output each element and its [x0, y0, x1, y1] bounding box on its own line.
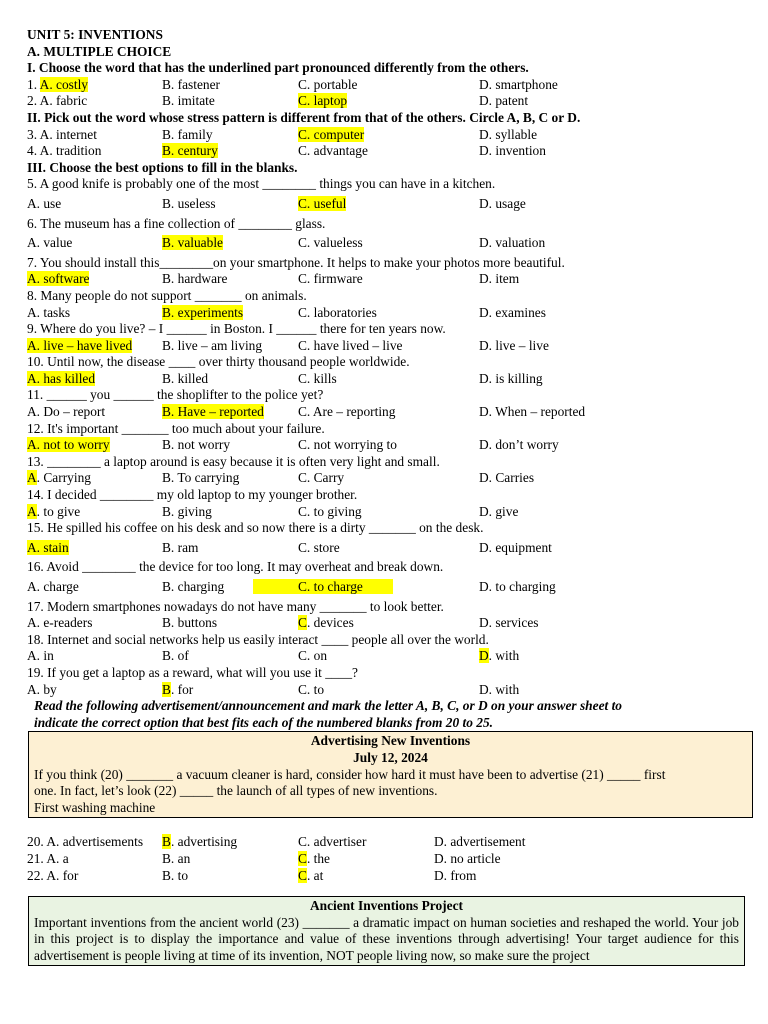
options-7	[27, 271, 742, 288]
option: D. examines	[479, 304, 546, 320]
advertisement-line: If you think (20) _______ a vacuum cleaner is hard, consider how hard it must have been to advertise (21) _____ first	[34, 766, 666, 782]
options-11	[27, 404, 742, 421]
option: . with	[488, 648, 520, 664]
question-stem-9: 9. Where do you live? – I ______ in Boston. I ______ there for ten years now.	[27, 321, 446, 337]
option: D. usage	[479, 195, 526, 211]
options-12	[27, 437, 742, 454]
option: D. When – reported	[479, 404, 586, 420]
advertisement-date: July 12, 2024	[353, 749, 428, 765]
option: D. no article	[434, 850, 501, 866]
option: . for	[170, 681, 194, 697]
option: B. ram	[162, 539, 199, 555]
part-heading-3: III. Choose the best options to fill in the blanks.	[27, 159, 298, 175]
option: C. Are – reporting	[298, 404, 396, 420]
options-10	[27, 371, 742, 388]
option: B. imitate	[162, 93, 215, 109]
option: B. hardware	[162, 271, 228, 287]
question-stem-12: 12. It's important _______ too much about your failure.	[27, 420, 325, 436]
option: D. smartphone	[479, 76, 558, 92]
option: D. don’t worry	[479, 437, 559, 453]
options-8	[27, 305, 742, 322]
option: C. to giving	[298, 503, 362, 519]
option: C. on	[298, 648, 328, 664]
option: D. equipment	[479, 539, 552, 555]
advertisement-title: Advertising New Inventions	[310, 733, 471, 749]
option: D. live – live	[479, 337, 549, 353]
answer-highlight: C. laptop	[298, 93, 348, 109]
reading-instruction-1: Read the following advertisement/announcement and mark the letter A, B, C, or D on your answer sheet to	[34, 698, 622, 714]
option: D. valuation	[479, 235, 546, 251]
question-row-1: 1. A. costly B. fastener C. portable D. smartphone	[27, 77, 742, 94]
question-stem-18: 18. Internet and social networks help us easily interact ____ people all over the world.	[27, 631, 489, 647]
project-text: Important inventions from the ancient world (23) _______ a dramatic impact on human societies and reshaped the world. Your job in this project is to display the importance and value of these inventions through advertising! Your target audience for this advertisement is people living at time of its invention, NOT people living now, so make sure the project	[34, 914, 739, 963]
option: B. live – am living	[162, 337, 263, 353]
part-heading-1: I. Choose the word that has the underlined part pronounced differently from the others.	[27, 60, 529, 76]
option: D. item	[479, 271, 520, 287]
option: C. firmware	[298, 271, 363, 287]
options-14	[27, 504, 742, 521]
option: B. not worry	[162, 437, 231, 453]
option: . to give	[36, 503, 81, 519]
option: B. useless	[162, 195, 216, 211]
option: C. store	[298, 539, 340, 555]
part-heading-2: II. Pick out the word whose stress pattern is different from that of the others. Circle A, B, C or D.	[27, 109, 581, 125]
question-stem-19: 19. If you get a laptop as a reward, what will you use it ____?	[27, 664, 358, 680]
option: . advertising	[170, 834, 238, 850]
option: C. valueless	[298, 235, 363, 251]
option: A. by	[27, 681, 57, 697]
option: A. e-readers	[27, 615, 93, 631]
answer-letter-highlight: C	[298, 867, 307, 883]
option: A. in	[27, 648, 54, 664]
option: B. family	[162, 126, 213, 142]
option: D. to charging	[479, 579, 556, 594]
question-stem-14: 14. I decided ________ my old laptop to my younger brother.	[27, 487, 358, 503]
answer-highlight: A. costly	[39, 76, 89, 92]
answer-highlight: C. to charge	[253, 579, 393, 594]
option: C. advertiser	[298, 834, 367, 850]
project-title: Ancient Inventions Project	[310, 898, 463, 914]
answer-letter-highlight: A	[27, 470, 37, 486]
options-22	[27, 868, 742, 885]
answer-highlight: C. computer	[298, 126, 365, 142]
question-row-4: 4. A. tradition B. century C. advantage D. invention	[27, 143, 742, 160]
reading-instruction-2: indicate the correct option that best fits each of the numbered blanks from 20 to 25.	[34, 714, 494, 730]
option: D. advertisement	[434, 834, 526, 850]
option: C. not worrying to	[298, 437, 397, 453]
options-16	[27, 579, 742, 596]
option: C. have lived – live	[298, 337, 403, 353]
answer-letter-highlight: C	[298, 850, 307, 866]
option: . the	[306, 850, 330, 866]
option: 21. A. a	[27, 850, 69, 866]
options-20	[27, 834, 742, 851]
option: C. kills	[298, 370, 337, 386]
option: C. portable	[298, 76, 358, 92]
option: A. fabric	[39, 93, 88, 109]
option: A. use	[27, 195, 62, 211]
option: D. Carries	[479, 470, 535, 486]
question-stem-13: 13. ________ a laptop around is easy because it is often very light and small.	[27, 453, 440, 469]
options-21	[27, 851, 742, 868]
option: D. is killing	[479, 370, 543, 386]
answer-highlight: B. valuable	[162, 235, 223, 251]
option: A. charge	[27, 579, 79, 594]
option: B. an	[162, 850, 191, 866]
option: B. To carrying	[162, 470, 240, 486]
answer-highlight: B. experiments	[162, 304, 244, 320]
advertisement-line: First washing machine	[34, 799, 156, 815]
answer-highlight: A. not to worry	[27, 437, 110, 453]
option: A. tasks	[27, 304, 71, 320]
question-stem-6: 6. The museum has a fine collection of ________ glass.	[27, 215, 326, 231]
answer-letter-highlight: B	[162, 681, 171, 697]
option: B. to	[162, 867, 189, 883]
options-17	[27, 615, 742, 632]
option: C. advantage	[298, 143, 368, 159]
question-stem-7: 7. You should install this________on your smartphone. It helps to make your photos more beautiful.	[27, 254, 565, 270]
option: B. killed	[162, 370, 209, 386]
option: C. Carry	[298, 470, 345, 486]
question-row-2: 2. A. fabric B. imitate C. laptop D. patent	[27, 93, 742, 110]
answer-letter-highlight: D	[479, 648, 489, 664]
question-stem-10: 10. Until now, the disease ____ over thirty thousand people worldwide.	[27, 354, 410, 370]
options-5	[27, 196, 742, 213]
option: D. invention	[479, 143, 546, 159]
option: 22. A. for	[27, 867, 79, 883]
advertisement-line: one. In fact, let’s look (22) _____ the launch of all types of new inventions.	[34, 783, 438, 799]
question-stem-11: 11. ______ you ______ the shoplifter to the police yet?	[27, 387, 324, 403]
unit-title: UNIT 5: INVENTIONS	[27, 27, 163, 42]
section-heading: A. MULTIPLE CHOICE	[27, 43, 172, 59]
option: 20. A. advertisements	[27, 834, 144, 850]
option: A. tradition	[39, 143, 102, 159]
answer-highlight: B. Have – reported	[162, 404, 264, 420]
question-row-3: 3. A. internet B. family C. computer D. syllable	[27, 127, 742, 144]
question-stem-17: 17. Modern smartphones nowadays do not have many _______ to look better.	[27, 598, 444, 614]
option: A. internet	[39, 126, 97, 142]
option: B. fastener	[162, 76, 221, 92]
option: D. from	[434, 867, 477, 883]
option: B. giving	[162, 503, 212, 519]
option: B. charging	[162, 579, 225, 594]
answer-highlight: C. useful	[298, 195, 347, 211]
option: B. of	[162, 648, 189, 664]
options-19	[27, 682, 742, 699]
question-stem-15: 15. He spilled his coffee on his desk and so now there is a dirty _______ on the desk.	[27, 520, 484, 536]
options-15	[27, 540, 742, 557]
answer-letter-highlight: A	[27, 503, 37, 519]
option: D. with	[479, 681, 520, 697]
answer-letter-highlight: C	[298, 615, 307, 631]
question-stem-8: 8. Many people do not support _______ on animals.	[27, 287, 307, 303]
options-9	[27, 338, 742, 355]
option: C. to	[298, 681, 325, 697]
option: A. Do – report	[27, 404, 106, 420]
option: . Carrying	[36, 470, 91, 486]
answer-highlight: A. has killed	[27, 370, 96, 386]
question-stem-5: 5. A good knife is probably one of the most ________ things you can have in a kitchen.	[27, 176, 496, 192]
option: D. services	[479, 615, 539, 631]
option: . at	[306, 867, 324, 883]
project-box	[28, 896, 745, 966]
option: D. patent	[479, 93, 529, 109]
option: D. give	[479, 503, 519, 519]
answer-highlight: A. stain	[27, 539, 69, 555]
option: . devices	[306, 615, 354, 631]
advertisement-box	[28, 731, 753, 818]
answer-highlight: A. live – have lived	[27, 337, 133, 353]
answer-letter-highlight: B	[162, 834, 171, 850]
option: A. value	[27, 235, 73, 251]
answer-highlight: B. century	[162, 143, 218, 159]
option: D. syllable	[479, 126, 538, 142]
options-13	[27, 470, 742, 487]
option: C. laboratories	[298, 304, 377, 320]
options-18	[27, 648, 742, 665]
option: B. buttons	[162, 615, 218, 631]
options-6	[27, 235, 742, 252]
question-stem-16: 16. Avoid ________ the device for too long. It may overheat and break down.	[27, 559, 444, 575]
answer-highlight: A. software	[27, 271, 90, 287]
